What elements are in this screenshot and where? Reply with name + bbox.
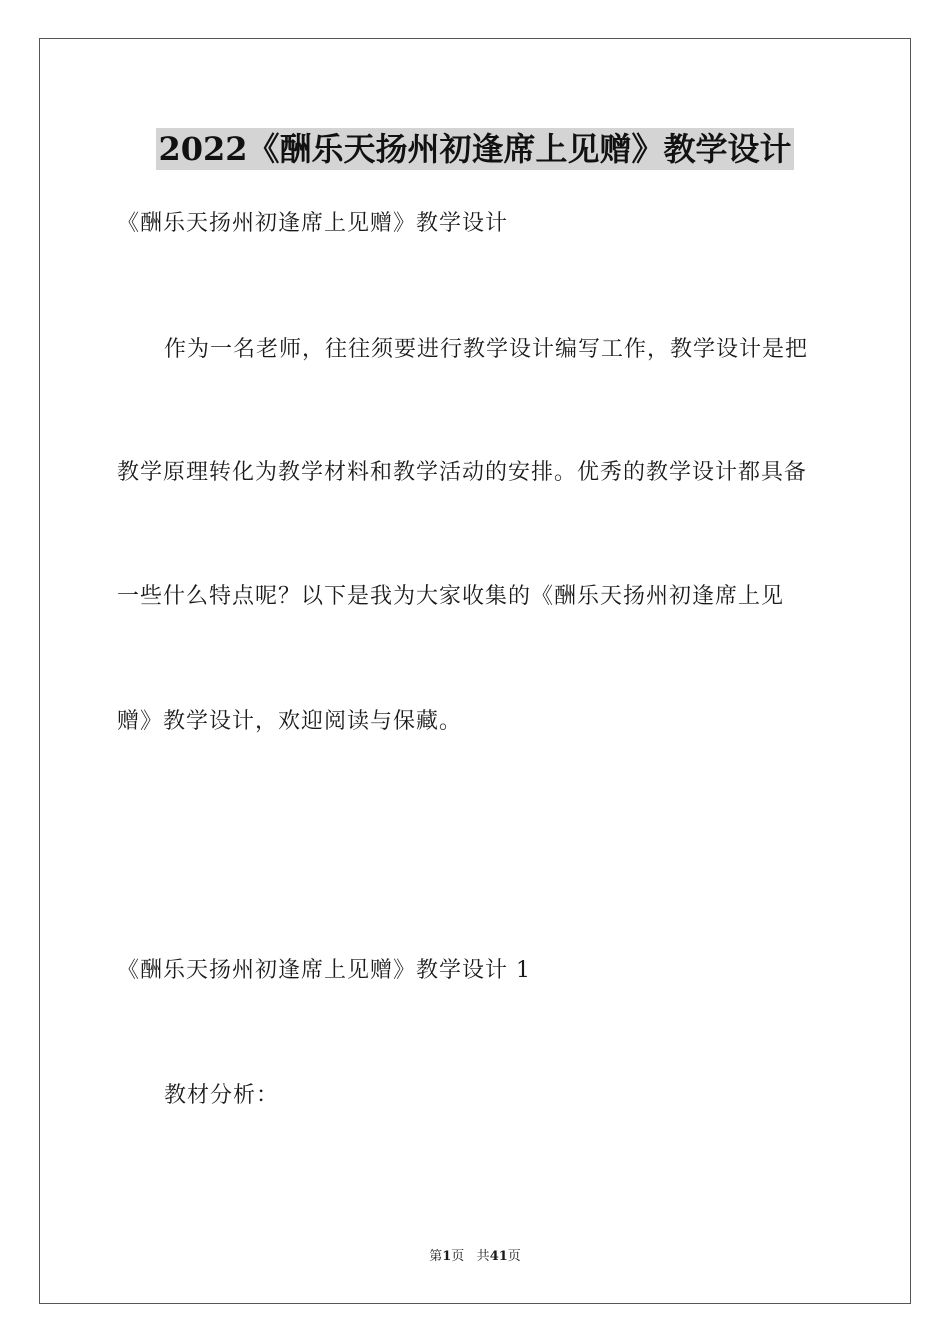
footer-total-prefix: 共 xyxy=(476,1249,490,1264)
intro-line-4: 赠》教学设计，欢迎阅读与保藏。 xyxy=(117,709,463,734)
document-subtitle: 《酬乐天扬州初逢席上见赠》教学设计 xyxy=(117,211,509,236)
subsection-label: 教材分析： xyxy=(164,1083,280,1108)
footer-total-pages: 41 xyxy=(489,1249,508,1264)
title-container xyxy=(0,128,950,170)
intro-line-3: 一些什么特点呢？以下是我为大家收集的《酬乐天扬州初逢席上见 xyxy=(117,584,785,609)
document-title: 2022《酬乐天扬州初逢席上见赠》教学设计 xyxy=(158,130,792,168)
footer-page-prefix: 第 xyxy=(429,1249,443,1264)
footer-page-number: 1 xyxy=(442,1249,452,1264)
intro-line-1: 作为一名老师，往往须要进行教学设计编写工作，教学设计是把 xyxy=(164,337,809,362)
footer-total-suffix: 页 xyxy=(507,1249,521,1264)
intro-line-2: 教学原理转化为教学材料和教学活动的安排。优秀的教学设计都具备 xyxy=(117,460,808,485)
section-heading: 《酬乐天扬州初逢席上见赠》教学设计 1 xyxy=(117,958,531,983)
footer-page-suffix: 页 xyxy=(451,1249,465,1264)
page-footer xyxy=(0,1248,950,1266)
